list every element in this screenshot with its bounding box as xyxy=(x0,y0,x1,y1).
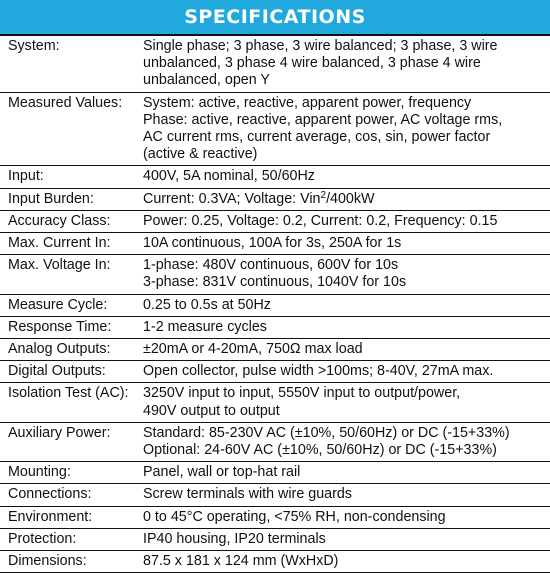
spec-value-line: Optional: 24-60V AC (±10%, 50/60Hz) or DC (-15+33%) xyxy=(143,442,497,459)
spec-value xyxy=(141,528,550,550)
spec-value-line: 10A continuous, 100A for 3s, 250A for 1s xyxy=(143,235,402,252)
spec-value-line: Power: 0.25, Voltage: 0.2, Current: 0.2, Frequency: 0.15 xyxy=(143,212,498,229)
spec-row-isolation-test xyxy=(0,383,550,422)
spec-row-mounting xyxy=(0,462,550,484)
spec-value-line: Standard: 85-230V AC (±10%, 50/60Hz) or DC (-15+33%) xyxy=(143,424,510,441)
spec-value xyxy=(141,316,550,338)
spec-row-analog-outputs xyxy=(0,339,550,361)
spec-row-input xyxy=(0,166,550,188)
spec-value xyxy=(141,551,550,573)
spec-label: Input Burden: xyxy=(0,188,141,210)
spec-value-line: 3250V input to input, 5550V input to output/power, xyxy=(143,385,461,402)
spec-row-connections xyxy=(0,484,550,506)
spec-value xyxy=(141,92,550,166)
spec-value-line: 490V output to output xyxy=(143,402,280,419)
burden-superscript: 2 xyxy=(320,189,327,201)
spec-value xyxy=(141,255,550,294)
spec-row-measure-cycle xyxy=(0,294,550,316)
spec-value-line: 0 to 45°C operating, <75% RH, non-condensing xyxy=(143,508,446,525)
spec-value-line: unbalanced, 3 phase 4 wire balanced, 3 phase 4 wire xyxy=(143,55,481,72)
spec-row-max-voltage-in xyxy=(0,255,550,294)
spec-value xyxy=(141,188,550,210)
spec-value-line: Screw terminals with wire guards xyxy=(143,486,352,503)
spec-value xyxy=(141,506,550,528)
spec-value-line: System: active, reactive, apparent power, frequency xyxy=(143,94,472,111)
spec-row-max-current-in xyxy=(0,233,550,255)
spec-label: Protection: xyxy=(0,528,141,550)
spec-label: Mounting: xyxy=(0,462,141,484)
spec-value-line: Phase: active, reactive, apparent power, AC voltage rms, xyxy=(143,111,503,128)
spec-label: Analog Outputs: xyxy=(0,339,141,361)
spec-label: Isolation Test (AC): xyxy=(0,383,141,422)
spec-value-line: 1-phase: 480V continuous, 600V for 10s xyxy=(143,257,399,274)
spec-value xyxy=(141,484,550,506)
spec-row-input-burden xyxy=(0,188,550,210)
spec-label: Input: xyxy=(0,166,141,188)
spec-label: Dimensions: xyxy=(0,551,141,573)
spec-value-line: Panel, wall or top-hat rail xyxy=(143,464,301,481)
spec-value-line: 400V, 5A nominal, 50/60Hz xyxy=(143,168,315,185)
spec-row-auxiliary-power xyxy=(0,422,550,461)
burden-text-post: /400kW xyxy=(326,190,375,207)
spec-value xyxy=(141,233,550,255)
spec-value-line: 1-2 measure cycles xyxy=(143,318,267,335)
spec-label: Max. Voltage In: xyxy=(0,255,141,294)
spec-label: Measure Cycle: xyxy=(0,294,141,316)
spec-row-accuracy-class xyxy=(0,210,550,232)
burden-text-pre: Current: 0.3VA; Voltage: Vin xyxy=(143,190,321,207)
specifications-title: SPECIFICATIONS xyxy=(0,0,550,36)
spec-label: Digital Outputs: xyxy=(0,361,141,383)
spec-value xyxy=(141,422,550,461)
spec-row-digital-outputs xyxy=(0,361,550,383)
spec-row-protection xyxy=(0,528,550,550)
spec-value-line: 0.25 to 0.5s at 50Hz xyxy=(143,296,271,313)
spec-value-line: (active & reactive) xyxy=(143,146,258,163)
spec-value-line: ±20mA or 4-20mA, 750Ω max load xyxy=(143,341,363,358)
spec-value xyxy=(141,339,550,361)
spec-label: Environment: xyxy=(0,506,141,528)
spec-value xyxy=(141,36,550,92)
spec-value xyxy=(141,383,550,422)
spec-value-line: unbalanced, open Y xyxy=(143,72,270,89)
spec-label: Auxiliary Power: xyxy=(0,422,141,461)
spec-value-line: AC current rms, current average, cos, sin, power factor xyxy=(143,129,491,146)
spec-row-dimensions xyxy=(0,551,550,573)
spec-value-line: IP40 housing, IP20 terminals xyxy=(143,530,326,547)
spec-label: Connections: xyxy=(0,484,141,506)
spec-value xyxy=(141,294,550,316)
spec-value xyxy=(141,361,550,383)
spec-row-measured-values xyxy=(0,92,550,166)
spec-label: Accuracy Class: xyxy=(0,210,141,232)
spec-value xyxy=(141,166,550,188)
spec-row-environment xyxy=(0,506,550,528)
spec-value-line xyxy=(143,191,544,208)
spec-value-line: Single phase; 3 phase, 3 wire balanced; 3 phase, 3 wire xyxy=(143,38,498,54)
spec-label: Measured Values: xyxy=(0,92,141,166)
specifications-table xyxy=(0,36,550,573)
spec-value-line: 3-phase: 831V continuous, 1040V for 10s xyxy=(143,274,407,291)
spec-value-line: 87.5 x 181 x 124 mm (WxHxD) xyxy=(143,553,339,570)
spec-row-response-time xyxy=(0,316,550,338)
spec-value-line: Open collector, pulse width >100ms; 8-40V, 27mA max. xyxy=(143,363,494,380)
spec-label: System: xyxy=(0,36,141,92)
spec-value xyxy=(141,210,550,232)
spec-label: Max. Current In: xyxy=(0,233,141,255)
spec-label: Response Time: xyxy=(0,316,141,338)
spec-row-system xyxy=(0,36,550,92)
spec-value xyxy=(141,462,550,484)
